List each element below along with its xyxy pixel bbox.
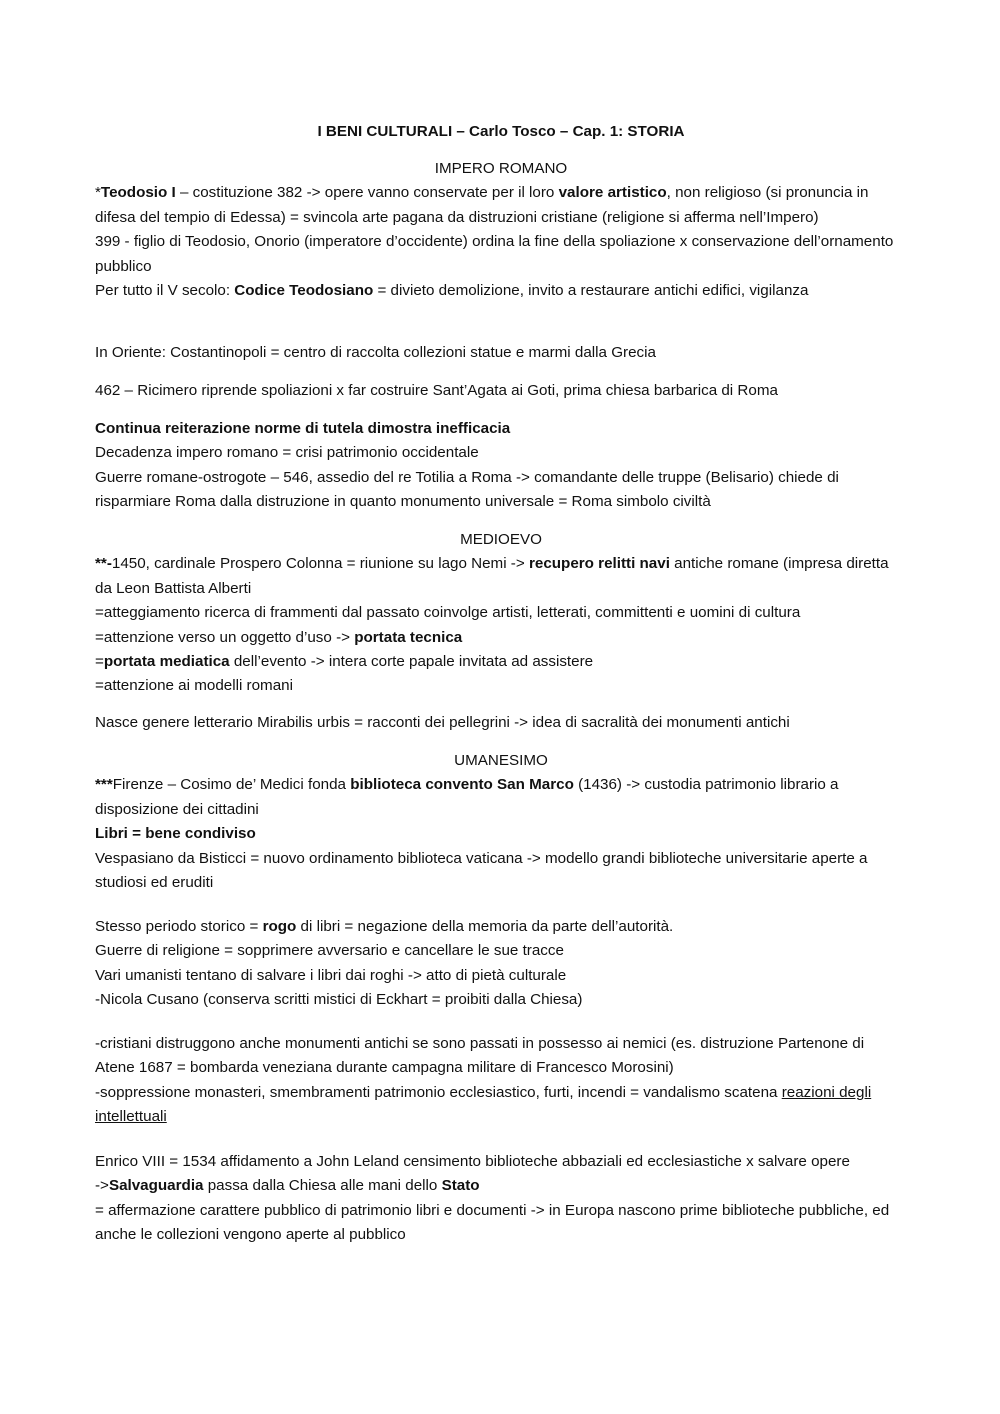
text-run: =attenzione verso un oggetto d’uso -> (95, 628, 355, 646)
paragraph-decadenza (95, 417, 907, 515)
text-run: , non religioso (si pronuncia in difesa del tempio di Edessa) = svincola arte pagana da distruzioni cristiane (religione si afferma nell’Impero) (95, 184, 869, 226)
bold-text: **- (95, 555, 112, 573)
text-line: Vari umanisti tentano di salvare i libri dai roghi -> atto di pietà culturale (95, 966, 567, 984)
text-run: Firenze – Cosimo de’ Medici fonda (112, 776, 351, 794)
text-line: -cristiani distruggono anche monumenti antichi se sono passati in possesso ai nemici (es. distruzione Partenone di Atene 1687 = bombarda veneziana durante campagna militare di Francesco Morosini) (95, 1035, 865, 1077)
section-umanesimo (95, 749, 907, 895)
bold-text: Continua reiterazione norme di tutela dimostra inefficacia (95, 420, 511, 437)
section-heading: UMANESIMO (454, 752, 548, 769)
bold-text: Salvaguardia (108, 1177, 204, 1195)
text-run: di libri = negazione della memoria da parte dell’autorità. (296, 918, 674, 935)
section-heading: IMPERO ROMANO (434, 160, 568, 177)
text-line: = affermazione carattere pubblico di patrimonio libri e documenti -> in Europa nascono prime biblioteche pubbliche, ed anche le collezioni vengono aperte al pubblico (95, 1201, 890, 1244)
text-run: (1436) -> custodia patrimonio librario a disposizione dei cittadini (95, 776, 839, 818)
text-run: 1450, cardinale Prospero Colonna = riunione su lago Nemi -> (111, 555, 529, 573)
text-run: – costituzione 382 -> opere vanno conservate per il loro (175, 184, 559, 202)
text-line: -Nicola Cusano (conserva scritti mistici di Eckhart = proibiti dalla Chiesa) (95, 991, 583, 1009)
text-line: Decadenza impero romano = crisi patrimonio occidentale (95, 444, 479, 462)
section-medioevo (95, 528, 907, 699)
bold-text: portata tecnica (354, 628, 463, 646)
text-line: =atteggiamento ricerca di frammenti dal passato coinvolge artisti, letterati, committenti e uomini di cultura (95, 604, 801, 622)
text-run: passa dalla Chiesa alle mani dello (203, 1177, 442, 1195)
section-heading: MEDIOEVO (460, 531, 542, 548)
text-run: -soppressione monasteri, smembramenti patrimonio ecclesiastico, furti, incendi = vandalismo scatena (95, 1083, 782, 1101)
bold-text: Libri = bene condiviso (95, 825, 256, 843)
paragraph (95, 552, 907, 601)
bold-text: biblioteca convento San Marco (350, 776, 574, 794)
bold-text: rogo (262, 918, 297, 935)
underlined-text: reazioni degli intellettuali (95, 1083, 872, 1126)
bold-text: Stato (441, 1177, 480, 1195)
text-run: dell’evento -> intera corte papale invitata ad assistere (229, 653, 594, 671)
text-run: antiche romane (impresa diretta da Leon Battista Alberti (95, 555, 889, 597)
text-line (95, 650, 907, 674)
section-impero-romano (95, 157, 907, 303)
text-line: Enrico VIII = 1534 affidamento a John Leland censimento biblioteche abbaziali ed ecclesiastiche x salvare opere (95, 1153, 850, 1170)
text-run: Per tutto il V secolo: (95, 282, 235, 300)
document-title: I BENI CULTURALI – Carlo Tosco – Cap. 1: STORIA (317, 123, 685, 140)
paragraph-distruzioni (95, 1032, 907, 1130)
text-line: =attenzione ai modelli romani (95, 677, 293, 695)
paragraph-ricimero: 462 – Ricimero riprende spoliazioni x far costruire Sant’Agata ai Goti, prima chiesa barbarica di Roma (95, 382, 778, 399)
text-run: Stesso periodo storico = (95, 918, 263, 935)
bold-text: *** (95, 776, 113, 794)
paragraph: 399 - figlio di Teodosio, Onorio (imperatore d’occidente) ordina la fine della spoliazione x conservazione dell’ornamento pubblico (95, 233, 894, 275)
text-run: * (95, 184, 101, 202)
paragraph-mirabilis: Nasce genere letterario Mirabilis urbis = racconti dei pellegrini -> idea di sacralità dei monumenti antichi (95, 714, 790, 731)
text-line (95, 1081, 907, 1130)
paragraph-rogo (95, 915, 907, 1013)
bold-text: portata mediatica (103, 653, 230, 671)
text-line (95, 1174, 907, 1198)
paragraph (95, 773, 907, 822)
text-run: = divieto demolizione, invito a restaurare antichi edifici, vigilanza (373, 282, 809, 300)
paragraph (95, 279, 907, 303)
text-line: Guerre romane-ostrogote – 546, assedio del re Totilia a Roma -> comandante delle truppe (Belisario) chiede di risparmiare Roma dalla distruzione in quanto monumento universale = Roma simbolo civiltà (95, 468, 839, 511)
bold-text: recupero relitti navi (528, 555, 670, 573)
bold-text: Codice Teodosiano (234, 282, 374, 300)
text-line: Vespasiano da Bisticci = nuovo ordinamento biblioteca vaticana -> modello grandi biblioteche universitarie aperte a studiosi ed eruditi (95, 849, 868, 892)
text-run: = (95, 653, 104, 671)
text-run: -> (95, 1177, 109, 1195)
paragraph-oriente: In Oriente: Costantinopoli = centro di raccolta collezioni statue e marmi dalla Grecia (95, 344, 656, 361)
paragraph (95, 181, 907, 230)
text-line (95, 915, 907, 939)
bold-text: valore artistico (558, 184, 667, 202)
bold-text: Teodosio I (100, 184, 176, 202)
text-line (95, 626, 907, 650)
text-line: Guerre di religione = sopprimere avversario e cancellare le sue tracce (95, 942, 564, 960)
paragraph-enrico-viii (95, 1150, 907, 1248)
